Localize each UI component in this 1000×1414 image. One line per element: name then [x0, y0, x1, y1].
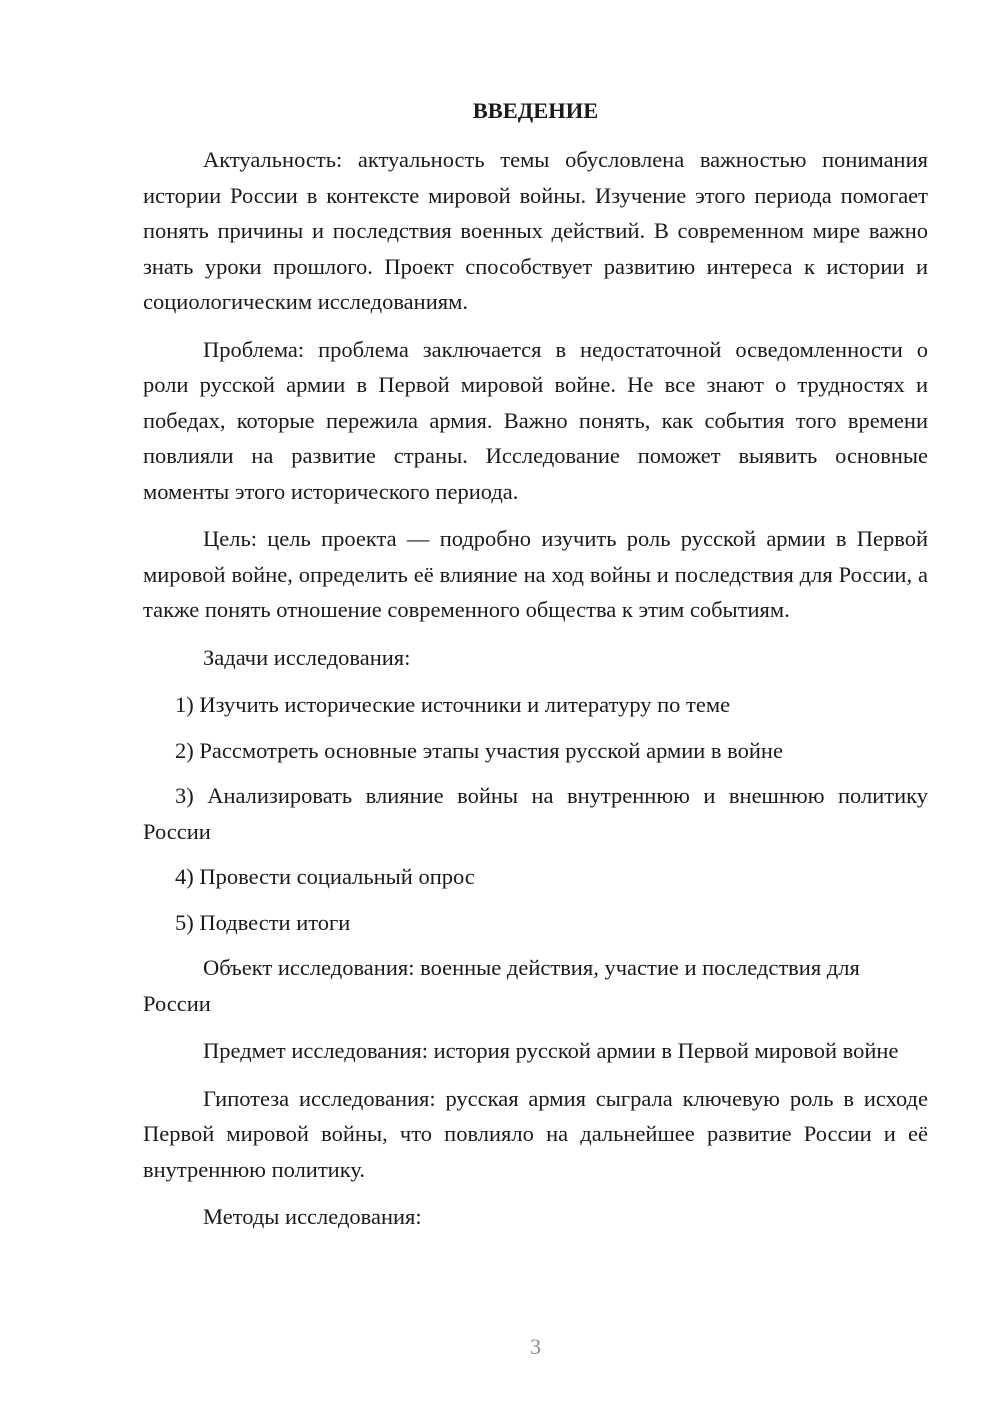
paragraph-goal: Цель: цель проекта — подробно изучить роль русской армии в Первой мировой войне, определить её влияние на ход войны и последствия для России, а также понять отношение современного общества к этим событиям.: [143, 526, 928, 622]
task-item-4: 4) Провести социальный опрос: [175, 864, 475, 889]
page-title: ВВЕДЕНИЕ: [472, 98, 599, 123]
task-item-5: 5) Подвести итоги: [175, 909, 351, 935]
paragraph-relevance: Актуальность: актуальность темы обусловлена важностью понимания истории России в контексте мировой войны. Изучение этого периода помогает понять причины и последствия военных действий. В современном мире важно знать уроки прошлого. Проект способствует развитию интереса к истории и социологическим исследованиям.: [143, 147, 928, 314]
page-number: 3: [530, 1334, 541, 1359]
document-page: [143, 0, 928, 1414]
document-body: [143, 142, 928, 1247]
task-item-3: 3) Анализировать влияние войны на внутреннюю и внешнюю политику России: [143, 783, 928, 844]
paragraph-hypothesis: Гипотеза исследования: русская армия сыграла ключевую роль в исходе Первой мировой войны, что повлияло на дальнейшее развитие России и её внутреннюю политику.: [143, 1085, 928, 1182]
paragraph-problem: Проблема: проблема заключается в недостаточной осведомленности о роли русской армии в Первой мировой войне. Не все знают о трудностях и победах, которые пережила армия. Важно понять, как события того времени повлияли на развитие страны. Исследование поможет выявить основные моменты этого исторического периода.: [143, 336, 928, 504]
paragraph-subject: Предмет исследования: история русской армии в Первой мировой войне: [203, 1038, 899, 1063]
tasks-heading: Задачи исследования:: [203, 644, 411, 670]
task-item-2: 2) Рассмотреть основные этапы участия русской армии в войне: [175, 737, 783, 763]
task-item-1: 1) Изучить исторические источники и литературу по теме: [175, 692, 731, 717]
paragraph-object: Объект исследования: военные действия, участие и последствия для России: [143, 955, 860, 1016]
methods-heading: Методы исследования:: [203, 1204, 422, 1229]
